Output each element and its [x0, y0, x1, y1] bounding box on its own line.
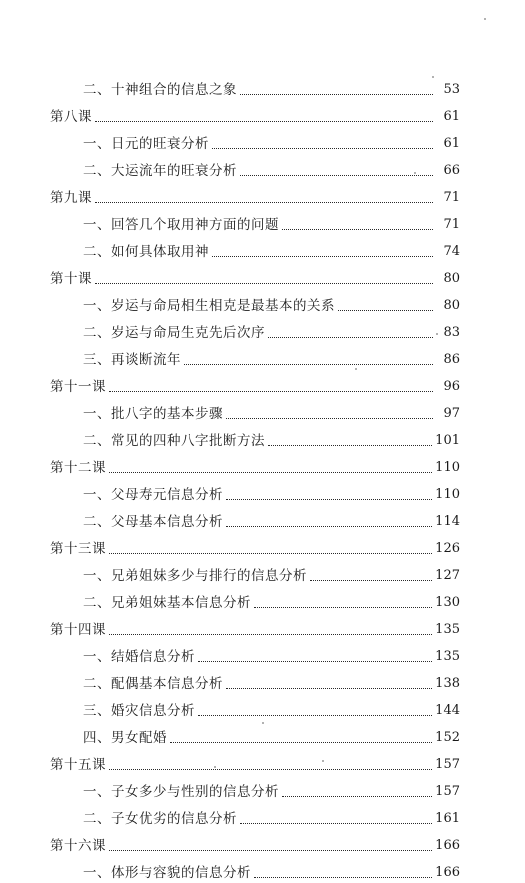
toc-entry	[50, 694, 460, 721]
toc-entry-title: 二、常见的四种八字批断方法	[83, 433, 265, 449]
dot-leader	[198, 660, 432, 662]
toc-page-number: 166	[435, 838, 460, 853]
toc-entry	[50, 856, 460, 883]
toc-entry-title: 一、子女多少与性别的信息分析	[83, 784, 279, 800]
scan-speck	[432, 76, 434, 78]
toc-entry	[50, 370, 460, 397]
scan-speck	[214, 766, 216, 768]
dot-leader	[198, 714, 432, 716]
toc-entry-title: 第十一课	[50, 379, 106, 395]
scan-speck	[414, 172, 416, 174]
dot-leader	[109, 552, 432, 554]
toc-entry-title: 四、男女配婚	[83, 730, 167, 746]
toc-entry	[50, 667, 460, 694]
dot-leader	[170, 741, 432, 743]
dot-leader	[109, 849, 432, 851]
toc-entry	[50, 208, 460, 235]
toc-entry	[50, 451, 460, 478]
dot-leader	[212, 255, 433, 257]
toc-page-number: 97	[443, 406, 460, 421]
toc-entry-title: 二、如何具体取用神	[83, 244, 209, 260]
toc-entry	[50, 640, 460, 667]
dot-leader	[95, 282, 433, 284]
toc-page-number: 110	[435, 487, 460, 502]
toc-page-number: 144	[435, 703, 460, 718]
toc-page-number: 135	[435, 649, 460, 664]
toc-entry-title: 第十五课	[50, 757, 106, 773]
toc-page-number: 166	[435, 865, 460, 880]
dot-leader	[268, 444, 432, 446]
toc-page-number: 80	[443, 298, 460, 313]
toc-entry-title: 第八课	[50, 109, 92, 125]
toc-entry-title: 一、批八字的基本步骤	[83, 406, 223, 422]
toc-entry	[50, 532, 460, 559]
toc-entry	[50, 478, 460, 505]
dot-leader	[184, 363, 433, 365]
toc-entry-title: 二、大运流年的旺衰分析	[83, 163, 237, 179]
toc-entry-title: 第十四课	[50, 622, 106, 638]
toc-entry	[50, 235, 460, 262]
toc-entry	[50, 343, 460, 370]
scan-speck	[322, 760, 324, 762]
dot-leader	[254, 876, 432, 878]
dot-leader	[95, 120, 433, 122]
dot-leader	[282, 795, 432, 797]
toc-page-number: 161	[435, 811, 460, 826]
toc-page-number: 114	[435, 514, 460, 529]
toc-entry-title: 第十三课	[50, 541, 106, 557]
toc-entry-title: 二、岁运与命局生克先后次序	[83, 325, 265, 341]
toc-page-number: 86	[443, 352, 460, 367]
toc-page-number: 71	[443, 190, 460, 205]
toc-page-number: 71	[443, 217, 460, 232]
toc-entry-title: 第十六课	[50, 838, 106, 854]
toc-entry	[50, 154, 460, 181]
dot-leader	[240, 822, 432, 824]
dot-leader	[95, 201, 433, 203]
toc-page-number: 130	[435, 595, 460, 610]
toc-entry-title: 三、再谈断流年	[83, 352, 181, 368]
toc-entry	[50, 721, 460, 748]
dot-leader	[226, 498, 432, 500]
toc-page-number: 61	[443, 136, 460, 151]
dot-leader	[212, 147, 433, 149]
toc-page-number: 110	[435, 460, 460, 475]
toc-page-number: 135	[435, 622, 460, 637]
scan-speck	[436, 333, 438, 335]
toc-entry	[50, 262, 460, 289]
toc-page-number: 66	[443, 163, 460, 178]
toc-entry	[50, 289, 460, 316]
toc-page-number: 157	[435, 757, 460, 772]
table-of-contents	[50, 73, 460, 883]
toc-entry-title: 一、日元的旺衰分析	[83, 136, 209, 152]
toc-entry	[50, 397, 460, 424]
toc-entry-title: 一、岁运与命局相生相克是最基本的关系	[83, 298, 335, 314]
toc-entry	[50, 775, 460, 802]
toc-entry-title: 二、配偶基本信息分析	[83, 676, 223, 692]
toc-page-number: 96	[443, 379, 460, 394]
toc-entry-title: 第九课	[50, 190, 92, 206]
toc-page-number: 53	[443, 82, 460, 97]
toc-entry	[50, 127, 460, 154]
toc-entry-title: 二、子女优劣的信息分析	[83, 811, 237, 827]
dot-leader	[226, 525, 432, 527]
toc-entry	[50, 73, 460, 100]
toc-entry-title: 第十二课	[50, 460, 106, 476]
toc-page-number: 126	[435, 541, 460, 556]
toc-entry	[50, 100, 460, 127]
scan-speck	[484, 18, 486, 20]
toc-page-number: 101	[435, 433, 460, 448]
dot-leader	[268, 336, 433, 338]
toc-page-number: 157	[435, 784, 460, 799]
toc-entry-title: 二、十神组合的信息之象	[83, 82, 237, 98]
toc-entry	[50, 802, 460, 829]
dot-leader	[338, 309, 433, 311]
toc-entry-title: 一、父母寿元信息分析	[83, 487, 223, 503]
toc-entry-title: 一、回答几个取用神方面的问题	[83, 217, 279, 233]
toc-entry	[50, 505, 460, 532]
toc-entry-title: 二、兄弟姐妹基本信息分析	[83, 595, 251, 611]
toc-page-number: 127	[435, 568, 460, 583]
dot-leader	[226, 417, 433, 419]
toc-entry	[50, 586, 460, 613]
scan-speck	[355, 368, 357, 370]
toc-page-number: 138	[435, 676, 460, 691]
toc-page-number: 80	[443, 271, 460, 286]
toc-entry	[50, 829, 460, 856]
toc-page-number: 83	[443, 325, 460, 340]
dot-leader	[226, 687, 432, 689]
toc-entry	[50, 748, 460, 775]
toc-entry-title: 第十课	[50, 271, 92, 287]
dot-leader	[240, 174, 433, 176]
dot-leader	[109, 390, 433, 392]
scan-speck	[262, 722, 264, 724]
toc-page-number: 74	[443, 244, 460, 259]
dot-leader	[240, 93, 433, 95]
toc-page-number: 61	[443, 109, 460, 124]
toc-entry	[50, 559, 460, 586]
toc-entry-title: 一、体形与容貌的信息分析	[83, 865, 251, 881]
toc-entry	[50, 316, 460, 343]
dot-leader	[310, 579, 432, 581]
toc-entry	[50, 613, 460, 640]
toc-entry	[50, 424, 460, 451]
toc-entry	[50, 181, 460, 208]
dot-leader	[109, 768, 432, 770]
dot-leader	[282, 228, 433, 230]
toc-entry-title: 一、结婚信息分析	[83, 649, 195, 665]
dot-leader	[109, 633, 432, 635]
toc-entry-title: 二、父母基本信息分析	[83, 514, 223, 530]
dot-leader	[109, 471, 432, 473]
toc-entry-title: 三、婚灾信息分析	[83, 703, 195, 719]
toc-entry-title: 一、兄弟姐妹多少与排行的信息分析	[83, 568, 307, 584]
dot-leader	[254, 606, 432, 608]
toc-page-number: 152	[435, 730, 460, 745]
